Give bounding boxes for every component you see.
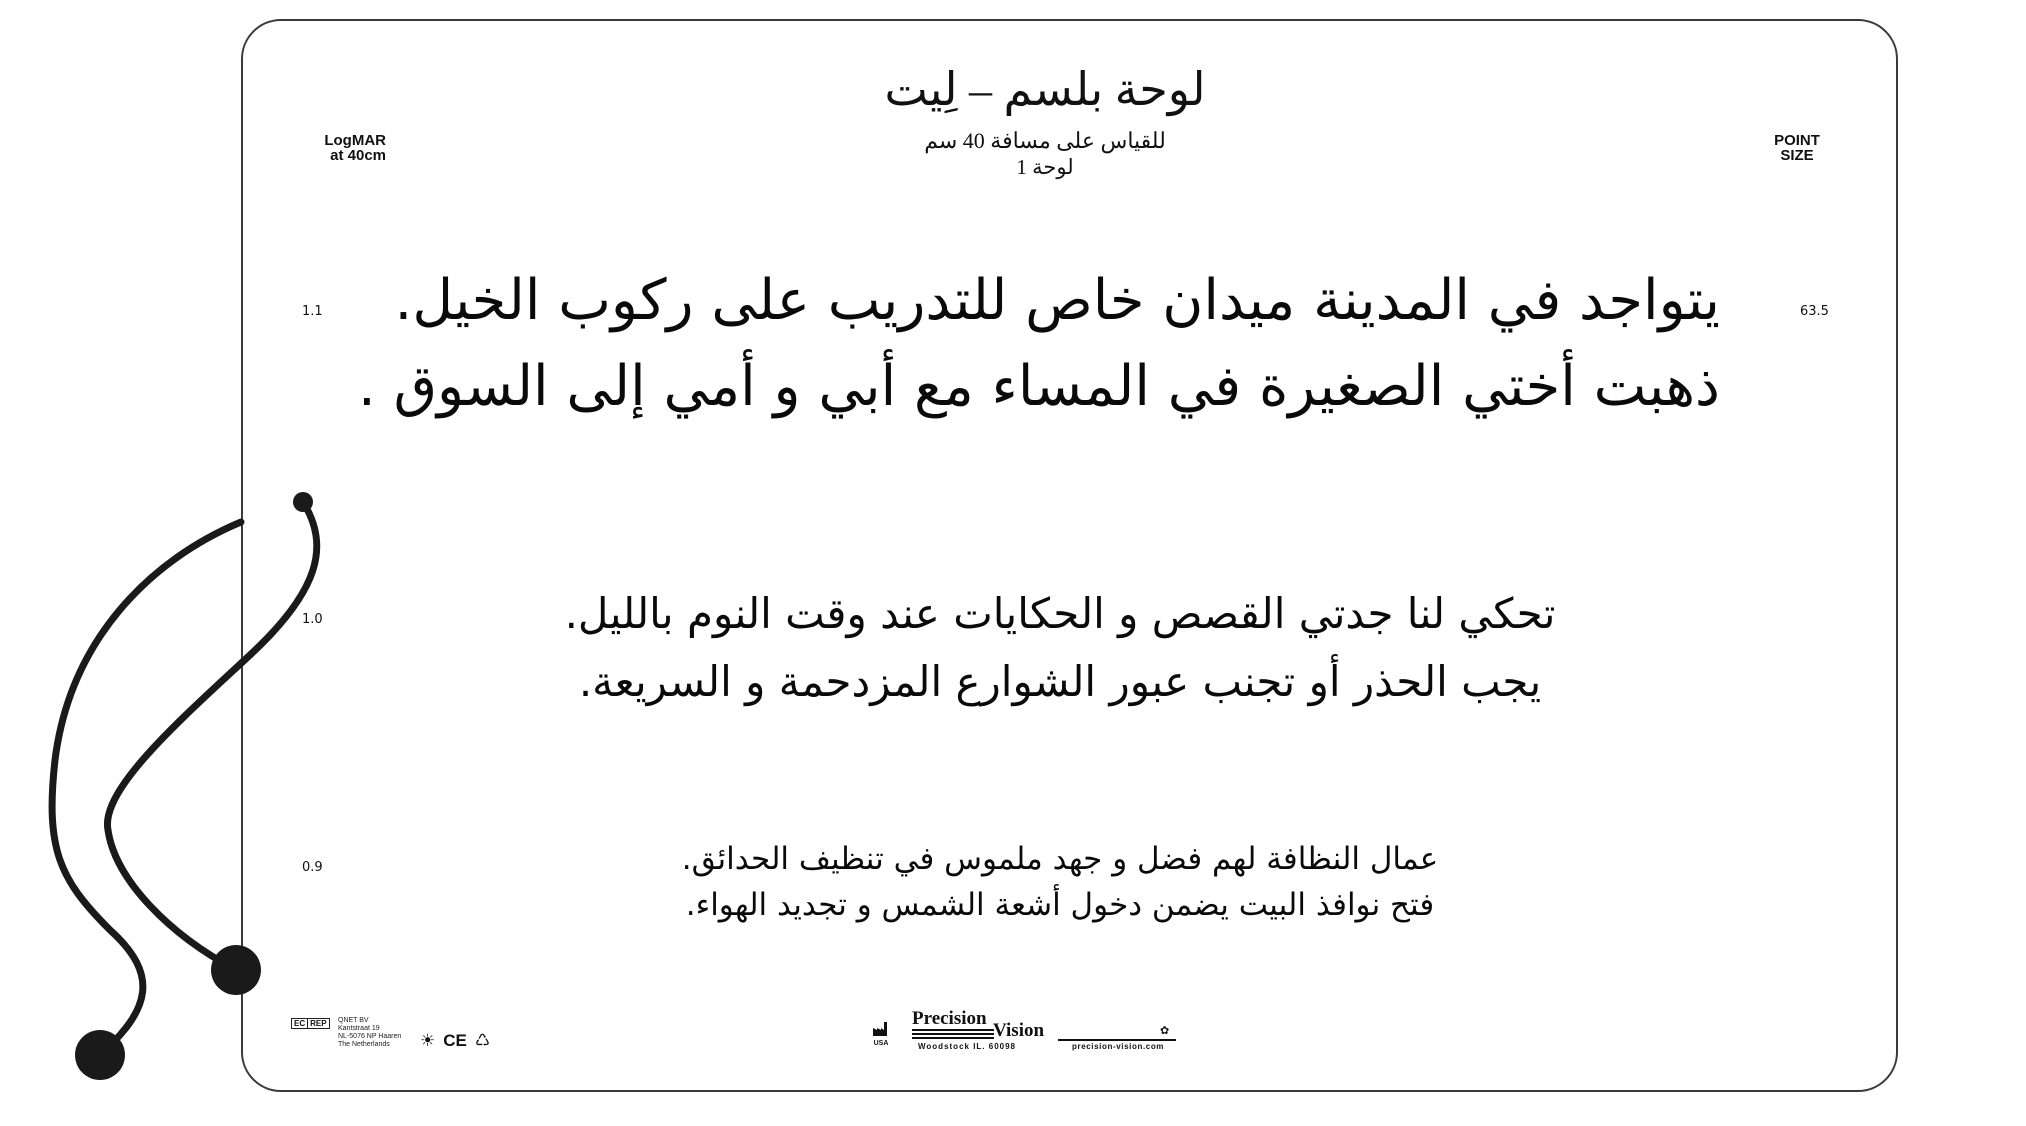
reading-line: يجب الحذر أو تجنب عبور الشوارع المزدحمة و السريعة. — [578, 657, 1542, 706]
cord-inner — [107, 502, 316, 970]
reading-line: ذهبت أختي الصغيرة في المساء مع أبي و أمي إلى السوق . — [358, 354, 1720, 419]
regulatory-marks — [420, 1032, 490, 1050]
address-line: NL-5076 NP Haaren — [338, 1033, 402, 1040]
small-bead-icon — [293, 492, 313, 512]
logmar-value: 1.0 — [302, 612, 323, 627]
brand-underline — [1058, 1039, 1176, 1041]
flower-icon: ✿ — [1160, 1025, 1170, 1037]
factory-icon — [873, 1022, 889, 1036]
rep-label: REP — [307, 1019, 328, 1028]
ec-rep-mark — [291, 1018, 330, 1029]
logmar-value: 1.1 — [302, 304, 323, 319]
brand-address: Woodstock IL. 60098 — [918, 1042, 1016, 1051]
reading-line: يتواجد في المدينة ميدان خاص للتدريب على ركوب الخيل. — [394, 268, 1720, 333]
chart-subtitle: للقياس على مسافة 40 سم — [924, 128, 1166, 153]
brand-stripes — [912, 1029, 994, 1041]
reading-paragraph-3 — [620, 836, 1500, 928]
brand-name-line2: Vision — [993, 1020, 1045, 1041]
manufacturer-mark — [870, 1022, 892, 1047]
point-label: POINT — [1774, 132, 1820, 149]
reading-line: فتح نوافذ البيت يضمن دخول أشعة الشمس و تجديد الهواء. — [685, 887, 1435, 923]
sun-icon: ☀ — [420, 1031, 436, 1050]
address-line: QNET BV — [338, 1017, 369, 1024]
large-bead-icon — [211, 945, 261, 995]
logmar-label: LogMAR — [324, 132, 386, 149]
point-size-value: 63.5 — [1800, 304, 1829, 319]
brand-name-line1: Precision — [912, 1008, 987, 1029]
size-label: SIZE — [1780, 147, 1814, 164]
manufacturer-country: USA — [873, 1040, 889, 1047]
address-line: Kantstraat 19 — [338, 1025, 380, 1032]
logmar-value: 0.9 — [302, 860, 323, 875]
page-title: لوحة بلسم – لِيت — [884, 64, 1206, 115]
reading-paragraph-1 — [358, 258, 1720, 430]
point-size-header — [1768, 133, 1826, 163]
reading-paragraph-2 — [520, 580, 1600, 716]
reading-line: تحكي لنا جدتي القصص و الحكايات عند وقت النوم بالليل. — [564, 589, 1556, 638]
brand-website: precision-vision.com — [1072, 1042, 1165, 1051]
logmar-distance-label: at 40cm — [330, 147, 386, 164]
representative-address — [338, 1017, 401, 1049]
ec-label: EC — [294, 1019, 306, 1028]
reading-line: عمال النظافة لهم فضل و جهد ملموس في تنظيف الحدائق. — [681, 841, 1439, 877]
recycle-icon: ♺ — [474, 1031, 491, 1050]
address-line: The Netherlands — [338, 1041, 390, 1048]
chart-number: لوحة 1 — [1016, 155, 1074, 179]
ce-mark-icon: CE — [443, 1031, 467, 1050]
chart-header — [845, 62, 1245, 180]
logmar-header — [320, 133, 386, 163]
large-bead-icon — [75, 1030, 125, 1080]
